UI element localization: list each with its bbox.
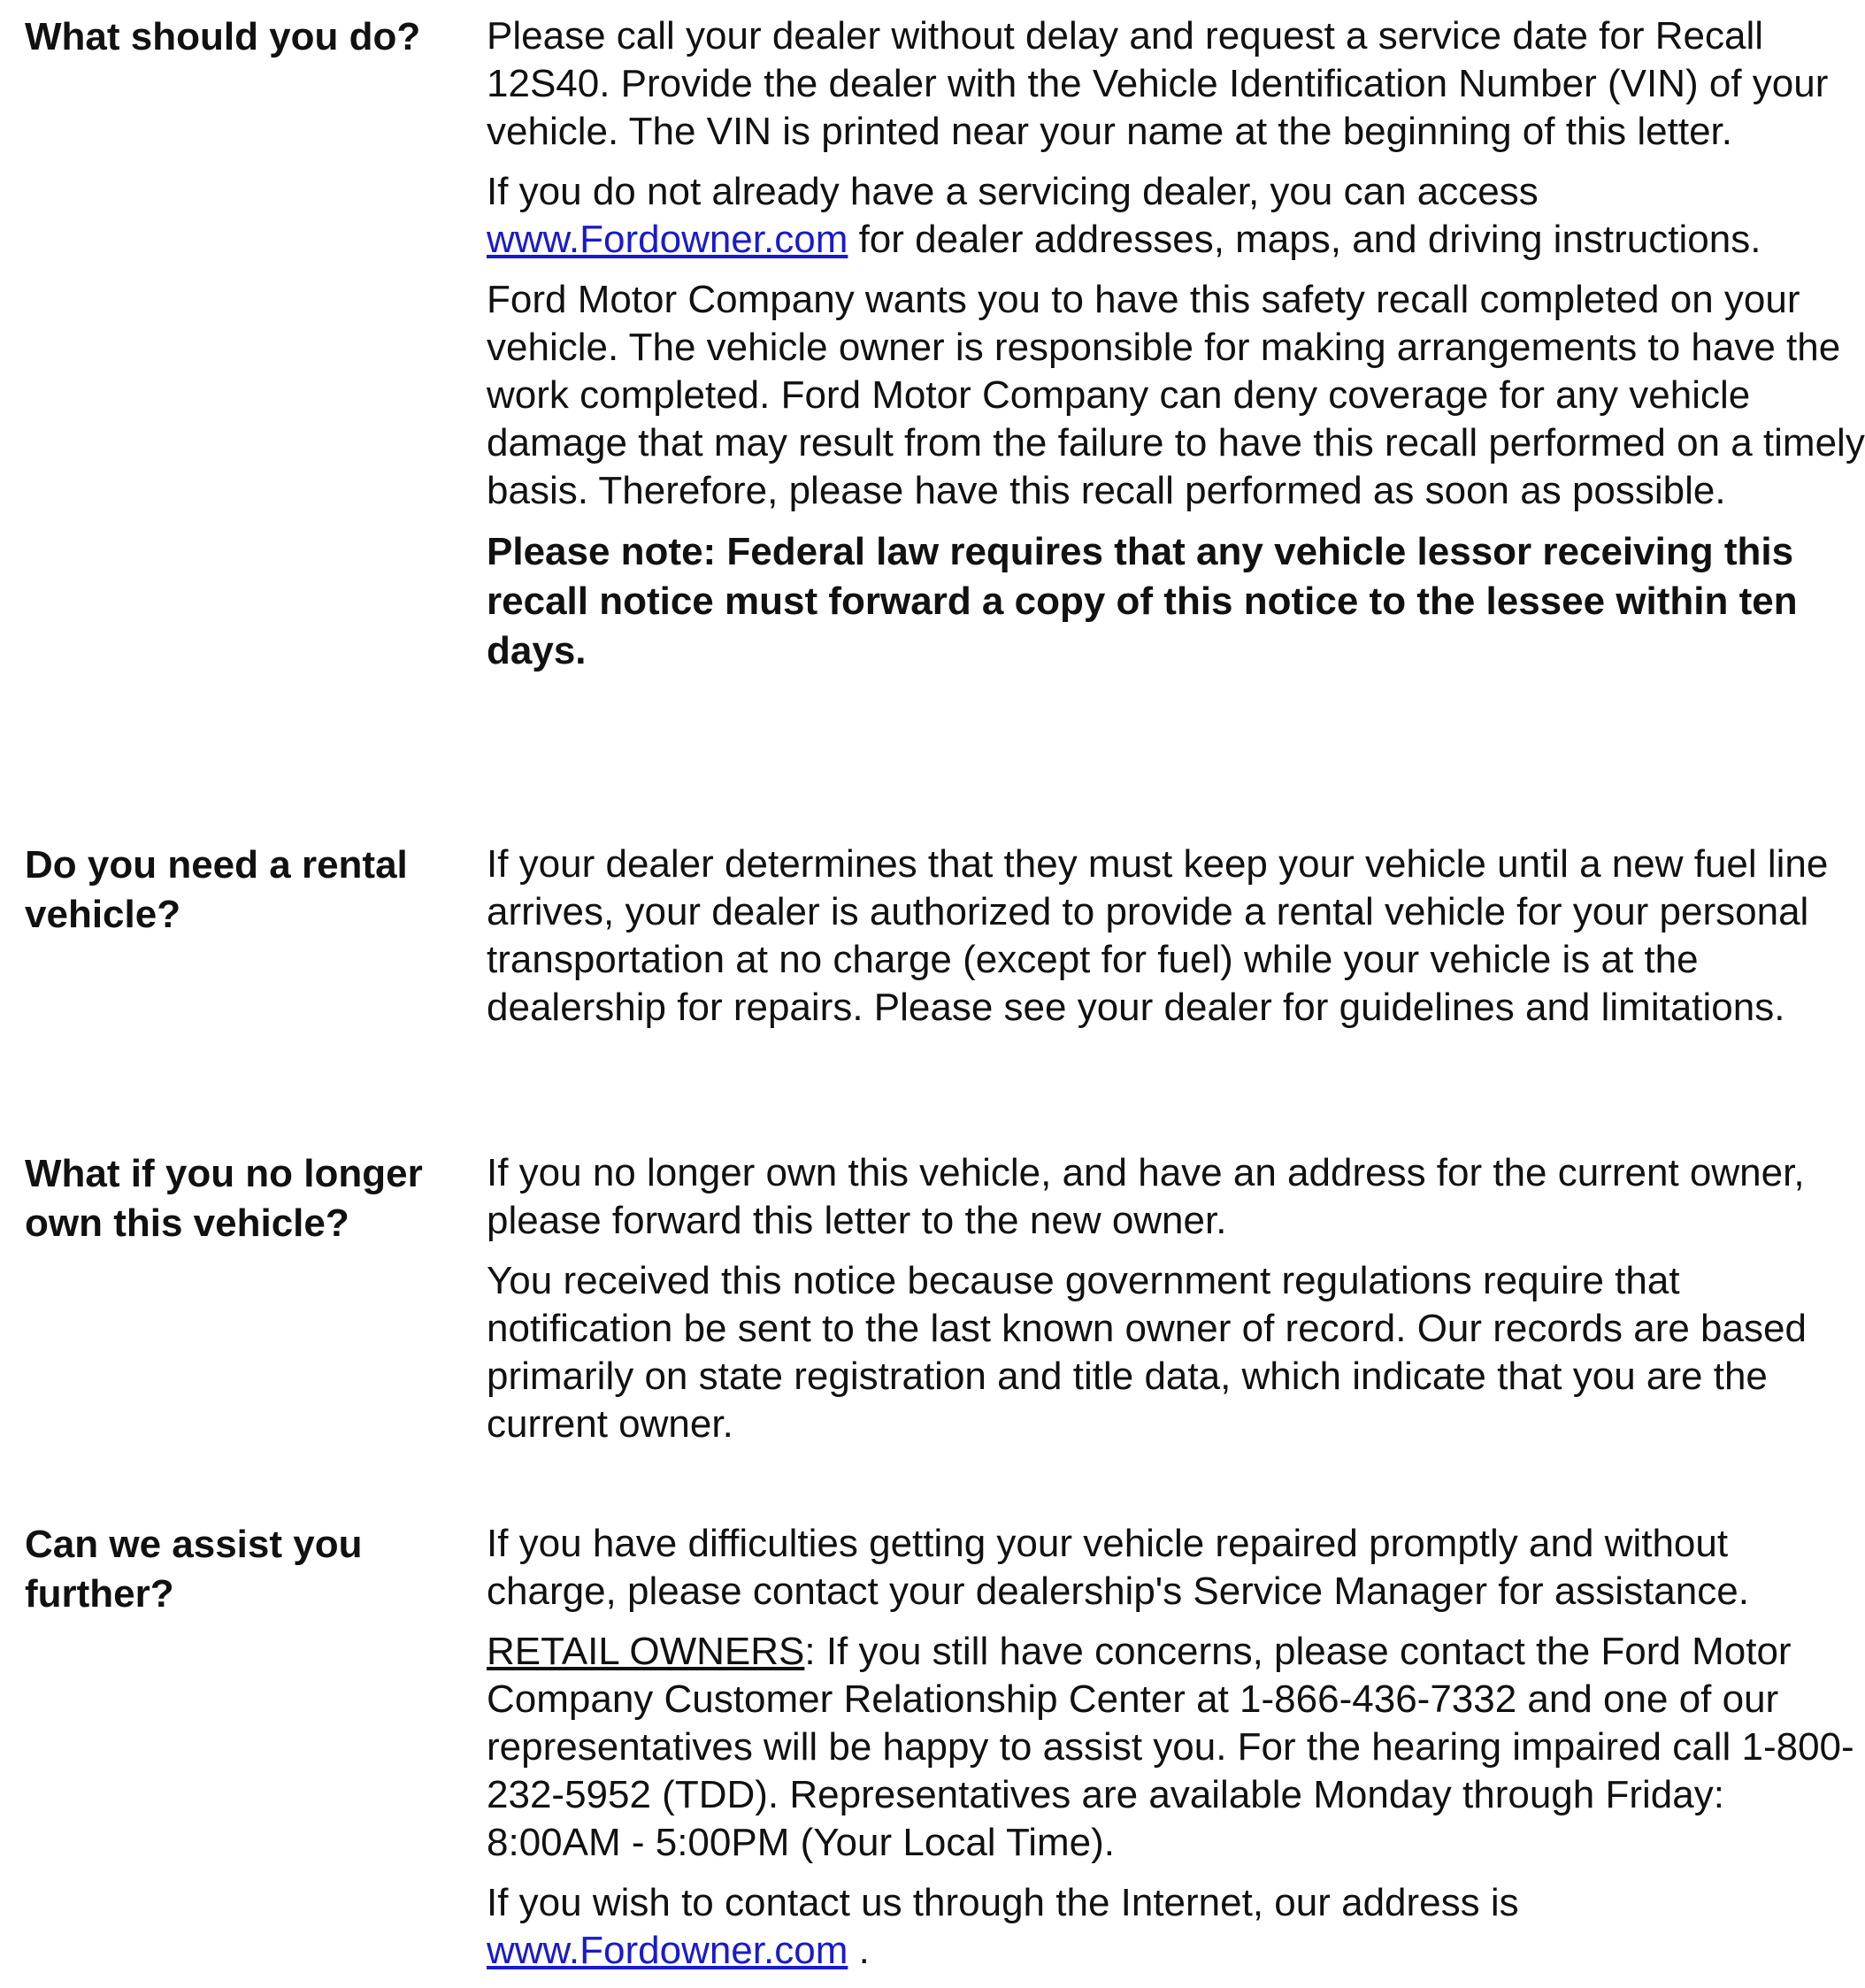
section-heading: Do you need a rental vehicle? (25, 843, 408, 936)
section-body (487, 1520, 1865, 1987)
text-segment: If you wish to contact us through the Internet, our address is (487, 1881, 1519, 1924)
fordowner-link[interactable]: www.Fordowner.com (487, 218, 848, 261)
fordowner-link[interactable]: www.Fordowner.com (487, 1929, 848, 1972)
text-segment: If you do not already have a servicing dealer, you can access (487, 170, 1539, 213)
section-body (487, 12, 1865, 688)
paragraph: If you no longer own this vehicle, and have an address for the current owner, please forward this letter to the new owner. (487, 1151, 1805, 1242)
text-segment: : If you still have concerns, please contact the Ford Motor Company Customer Relationship Center at 1-866-436-7332 and one of our representatives will be happy to assist you. For the hearing impaired call 1-800-232-5952 (TDD). Representatives are available Monday through Friday: 8:00AM - 5:00PM (Your Local Time). (487, 1630, 1854, 1864)
federal-law-note: Please note: Federal law requires that any vehicle lessor receiving this recall notice must forward a copy of this notice to the lessee within ten days. (487, 530, 1798, 672)
retail-owners-label: RETAIL OWNERS (487, 1630, 805, 1673)
section-body (487, 840, 1865, 1044)
paragraph: If your dealer determines that they must keep your vehicle until a new fuel line arrives, your dealer is authorized to provide a rental vehicle for your personal transportation at no charge (except for fuel) while your vehicle is at the dealership for repairs. Please see your dealer for guidelines and limitations. (487, 842, 1829, 1029)
paragraph: You received this notice because government regulations require that notification be sent to the last known owner of record. Our records are based primarily on state registration and title data, which indicate that you are the current owner. (487, 1259, 1807, 1446)
section-heading: What should you do? (25, 15, 421, 58)
text-segment: . (848, 1929, 870, 1972)
paragraph-dealer-link (487, 168, 1865, 264)
text-segment: for dealer addresses, maps, and driving instructions. (848, 218, 1761, 261)
paragraph: If you have difficulties getting your vehicle repaired promptly and without charge, please contact your dealership's Service Manager for assistance. (487, 1522, 1749, 1613)
section-heading: Can we assist you further? (25, 1523, 363, 1616)
paragraph: Please call your dealer without delay and request a service date for Recall 12S40. Provide the dealer with the Vehicle Identification Number (VIN) of your vehicle. The VIN is printed near your name at the beginning of this letter. (487, 14, 1829, 153)
paragraph: Ford Motor Company wants you to have this safety recall completed on your vehicle. The vehicle owner is responsible for making arrangements to have the work completed. Ford Motor Company can deny coverage for any vehicle damage that may result from the failure to have this recall performed on a timely basis. Therefore, please have this recall performed as soon as possible. (487, 278, 1865, 512)
paragraph-internet (487, 1879, 1865, 1975)
section-body (487, 1149, 1865, 1461)
paragraph-retail-owners (487, 1628, 1865, 1867)
section-heading: What if you no longer own this vehicle? (25, 1152, 423, 1245)
